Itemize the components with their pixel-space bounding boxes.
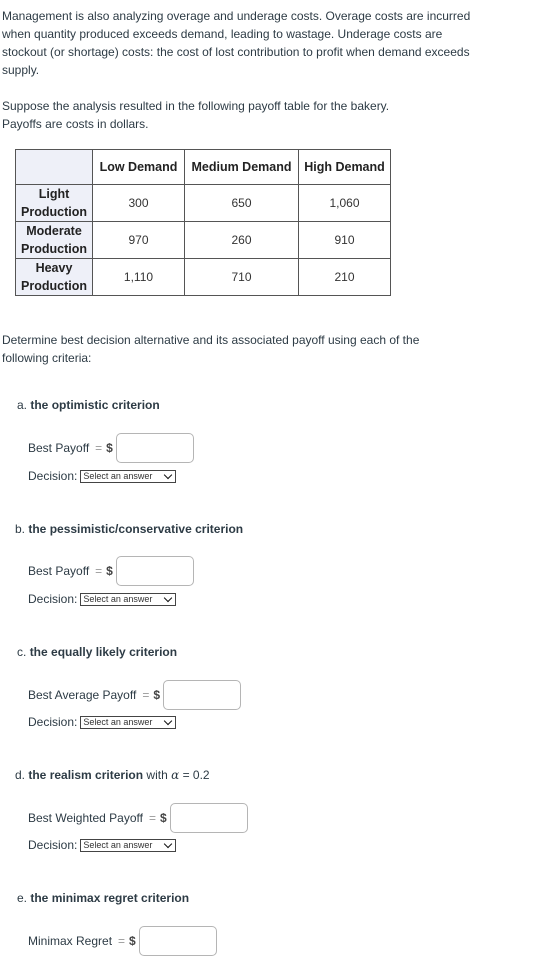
currency-symbol: $ xyxy=(106,441,113,455)
table-cell: 910 xyxy=(299,222,391,259)
answer-label: Best Payoff xyxy=(28,564,90,578)
payoff-table xyxy=(15,149,391,296)
decision-label: Decision: xyxy=(28,715,78,729)
suppose-paragraph xyxy=(2,97,472,133)
table-cell: 300 xyxy=(93,185,185,222)
chevron-down-icon xyxy=(164,839,172,847)
equals-sign: = xyxy=(95,564,103,578)
best-payoff-input-a[interactable] xyxy=(116,433,194,463)
instructions-paragraph: Determine best decision alternative and its associated payoff using each of the following criteria: xyxy=(2,333,420,365)
question-d-heading: d. the realism criterion with α = 0.2 xyxy=(15,768,210,782)
question-d-decision-line xyxy=(28,838,176,852)
table-row xyxy=(16,222,391,259)
column-header: Medium Demand xyxy=(185,150,299,185)
equals-sign: = xyxy=(95,441,103,455)
question-c-decision-line xyxy=(28,715,176,729)
question-a-answer-line xyxy=(28,433,194,463)
decision-select-d[interactable]: Select an answer xyxy=(80,839,176,852)
equals-sign: = xyxy=(148,811,156,825)
answer-label: Best Weighted Payoff xyxy=(28,811,143,825)
alpha-value: = 0.2 xyxy=(182,768,210,782)
question-e-heading: e. the minimax regret criterion xyxy=(17,891,190,905)
question-a-decision-line xyxy=(28,469,176,483)
decision-select-b[interactable]: Select an answer xyxy=(80,593,176,606)
decision-label: Decision: xyxy=(28,592,78,606)
column-header: High Demand xyxy=(299,150,391,185)
table-corner-cell xyxy=(16,150,93,185)
decision-label: Decision: xyxy=(28,469,78,483)
equals-sign: = xyxy=(142,688,150,702)
decision-select-c[interactable]: Select an answer xyxy=(80,716,176,729)
table-cell: 650 xyxy=(185,185,299,222)
question-b-heading: b. the pessimistic/conservative criterion xyxy=(15,522,244,536)
question-c-answer-line xyxy=(28,680,241,710)
intro-paragraph: Management is also analyzing overage and underage costs. Overage costs are incurred when quantity produced exceeds demand, leading to wastage. Underage costs are stockout (or shortage) costs: the cost of lost contribution to profit when demand exceeds supply. xyxy=(2,9,471,77)
suppose-line-1: Suppose the analysis resulted in the following payoff table for the bakery. xyxy=(2,99,390,113)
question-a-heading: a. the optimistic criterion xyxy=(17,398,160,412)
table-cell: 260 xyxy=(185,222,299,259)
best-weighted-payoff-input[interactable] xyxy=(170,803,248,833)
alpha-symbol: α xyxy=(171,768,180,782)
table-cell: 970 xyxy=(93,222,185,259)
table-cell: 710 xyxy=(185,259,299,296)
question-b-answer-line xyxy=(28,556,194,586)
table-row xyxy=(16,185,391,222)
best-average-payoff-input[interactable] xyxy=(163,680,241,710)
answer-label: Best Average Payoff xyxy=(28,688,137,702)
currency-symbol: $ xyxy=(106,564,113,578)
table-row xyxy=(16,259,391,296)
answer-label: Minimax Regret xyxy=(28,934,113,948)
chevron-down-icon xyxy=(164,593,172,601)
row-header: Heavy Production xyxy=(16,259,93,296)
question-b-decision-line xyxy=(28,592,176,606)
currency-symbol: $ xyxy=(159,811,167,825)
question-d-answer-line xyxy=(28,803,248,833)
best-payoff-input-b[interactable] xyxy=(116,556,194,586)
currency-symbol: $ xyxy=(153,688,161,702)
equals-sign: = xyxy=(118,934,126,948)
row-header: Light Production xyxy=(16,185,93,222)
table-header-row xyxy=(16,150,391,185)
chevron-down-icon xyxy=(164,470,172,478)
table-cell: 1,060 xyxy=(299,185,391,222)
row-header: Moderate Production xyxy=(16,222,93,259)
question-c-heading: c. the equally likely criterion xyxy=(17,645,178,659)
column-header: Low Demand xyxy=(93,150,185,185)
question-e-answer-line xyxy=(28,926,217,956)
table-cell: 210 xyxy=(299,259,391,296)
decision-select-a[interactable]: Select an answer xyxy=(80,470,176,483)
chevron-down-icon xyxy=(164,716,172,724)
currency-symbol: $ xyxy=(129,934,136,948)
answer-label: Best Payoff xyxy=(28,441,90,455)
minimax-regret-input[interactable] xyxy=(139,926,217,956)
decision-label: Decision: xyxy=(28,838,78,852)
suppose-line-2: Payoffs are costs in dollars. xyxy=(2,117,149,131)
table-cell: 1,110 xyxy=(93,259,185,296)
